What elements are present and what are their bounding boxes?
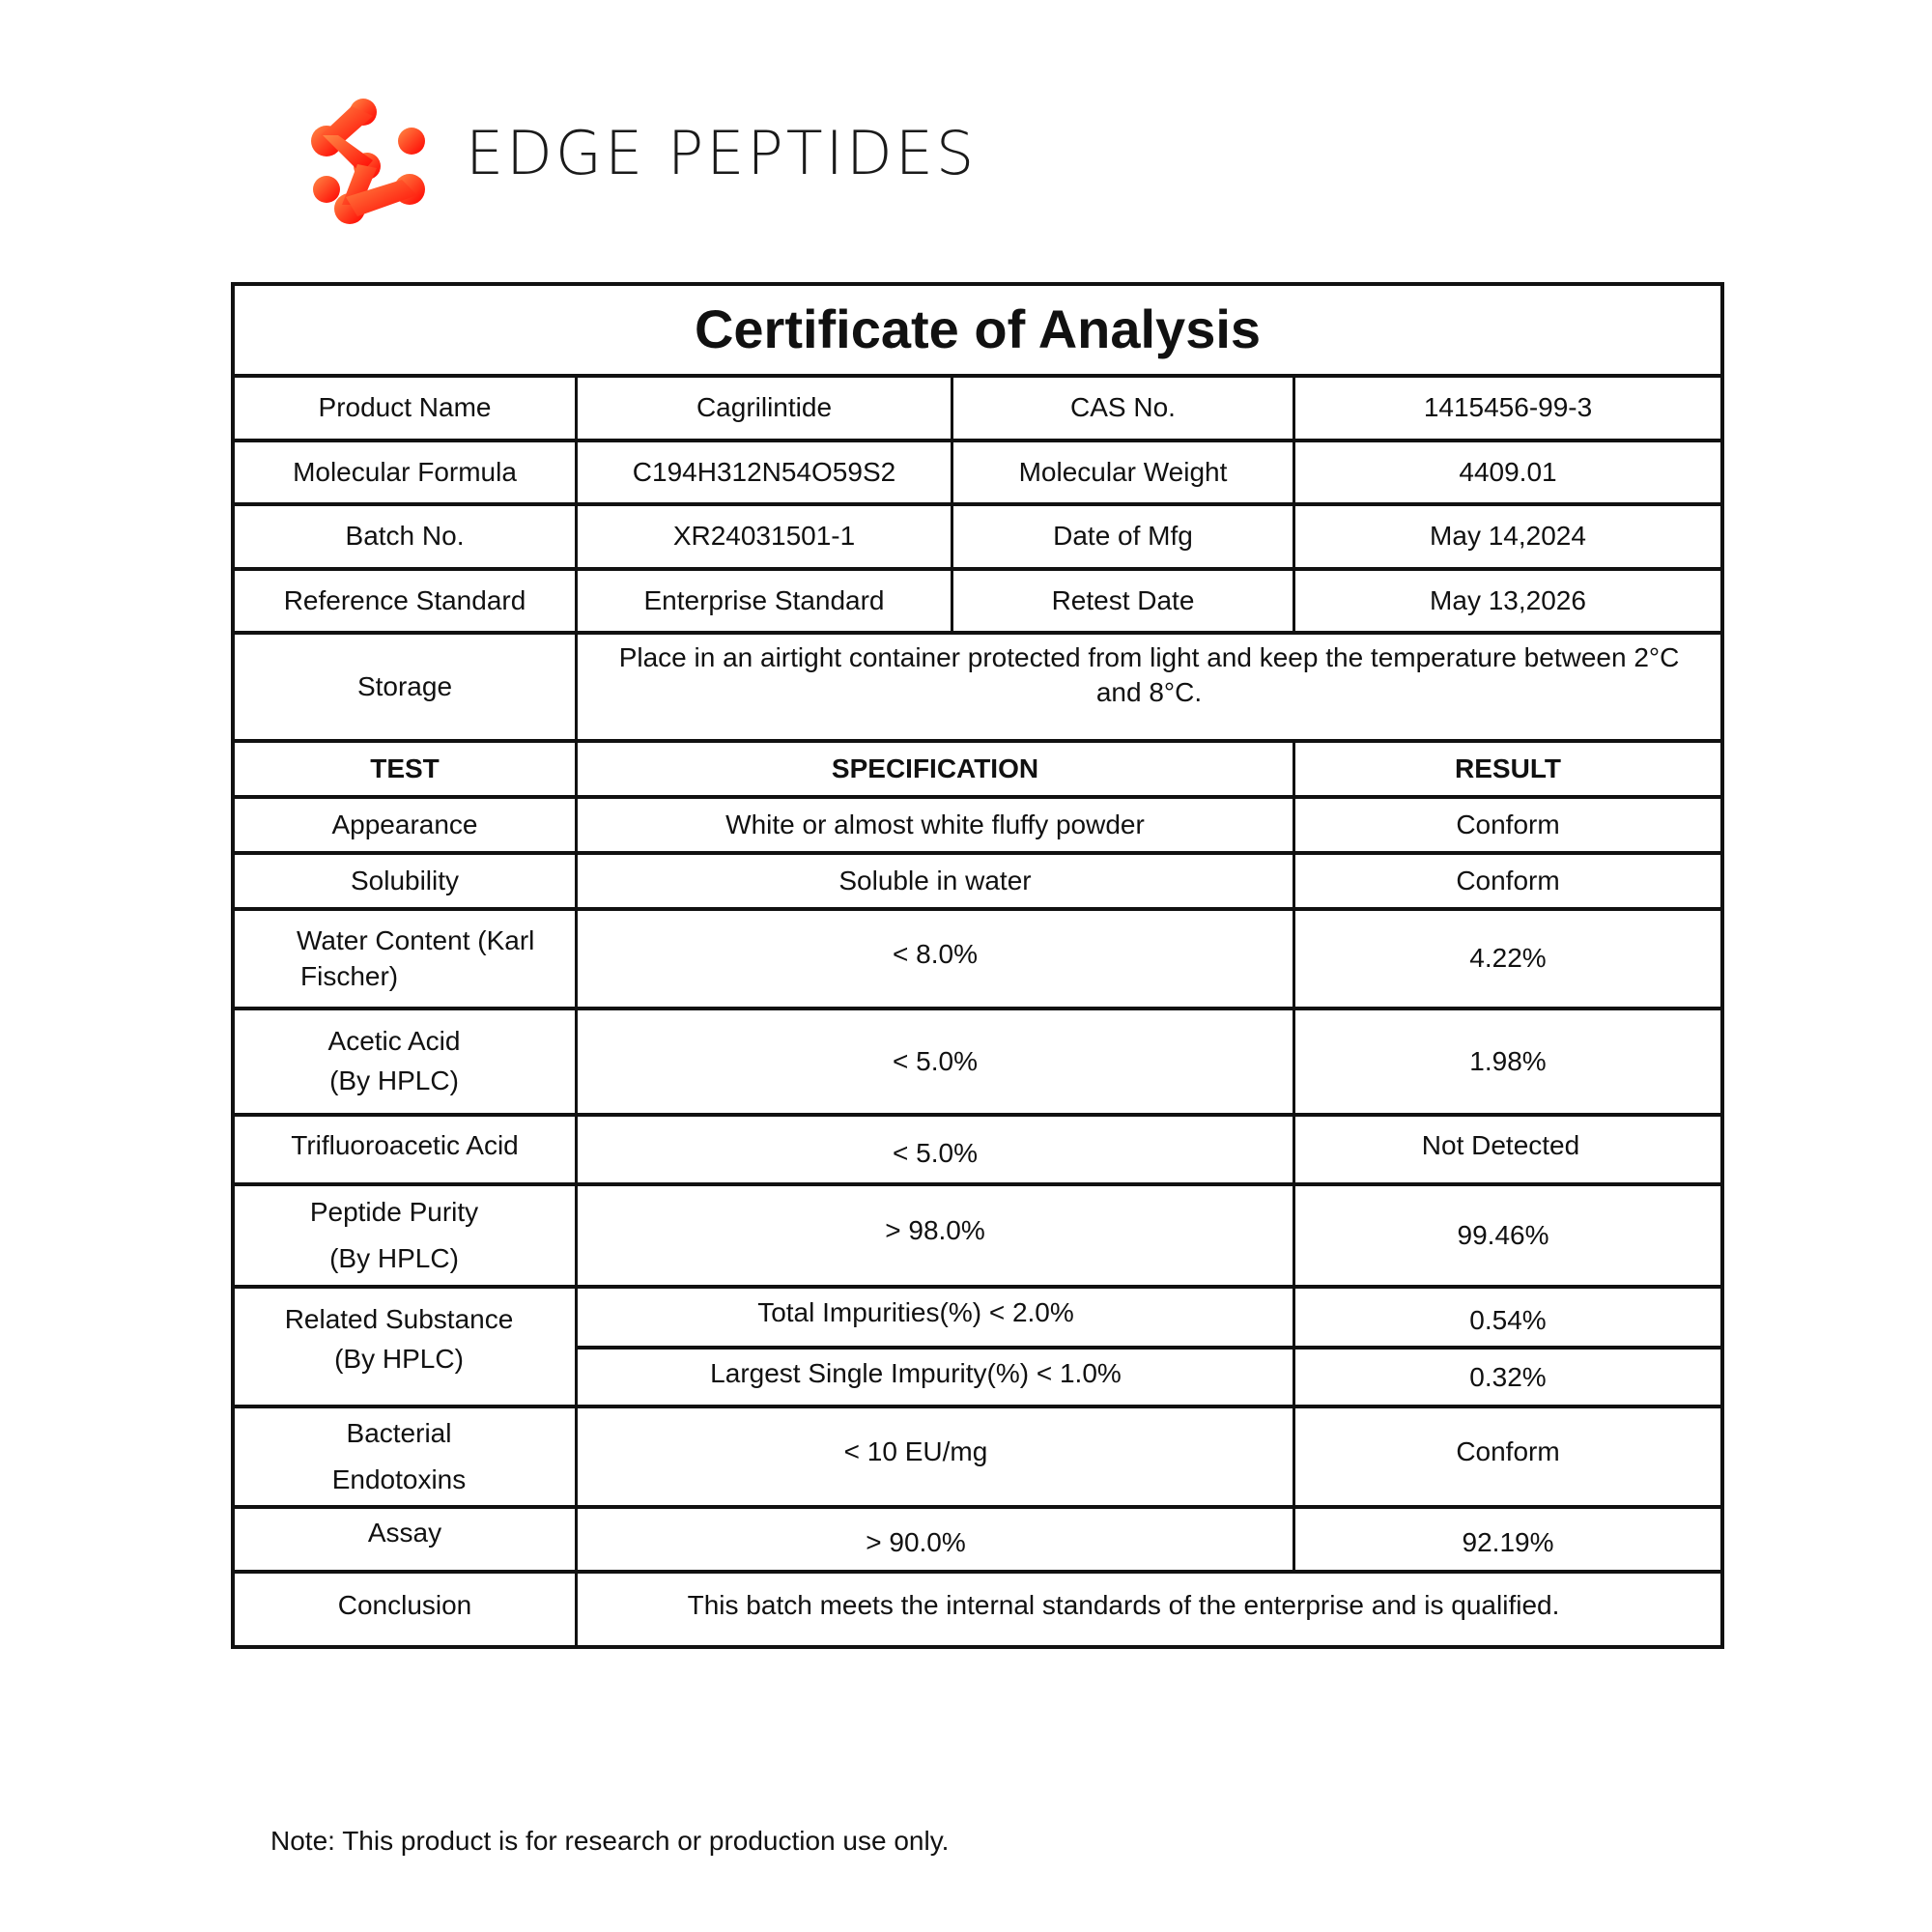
test-result: 4.22% bbox=[1469, 943, 1547, 974]
column-divider bbox=[575, 378, 578, 1645]
test-name: Assay bbox=[367, 1517, 442, 1548]
test-name bbox=[235, 1010, 554, 1113]
test-result: Conform bbox=[1456, 809, 1560, 839]
test-spec-largest: Largest Single Impurity(%) < 1.0% bbox=[710, 1357, 1122, 1388]
test-name-line-2: Fischer) bbox=[300, 960, 399, 991]
test-result: 1.98% bbox=[1469, 1045, 1547, 1076]
retest-value: May 13,2026 bbox=[1430, 584, 1586, 615]
product-name-value: Cagrilintide bbox=[696, 392, 833, 423]
mfg-date-value: May 14,2024 bbox=[1430, 521, 1586, 552]
test-result-largest: 0.32% bbox=[1469, 1362, 1547, 1393]
molecule-logo-icon bbox=[309, 97, 429, 224]
test-name-line-2: (By HPLC) bbox=[329, 1065, 459, 1095]
reference-label: Reference Standard bbox=[283, 584, 526, 615]
formula-label: Molecular Formula bbox=[293, 456, 517, 487]
weight-value: 4409.01 bbox=[1459, 456, 1557, 487]
column-divider bbox=[951, 378, 953, 631]
batch-label: Batch No. bbox=[345, 521, 465, 552]
test-name: Trifluoroacetic Acid bbox=[291, 1129, 519, 1160]
test-name-line-1: Acetic Acid bbox=[327, 1026, 461, 1057]
test-name-line-1: Related Substance bbox=[284, 1304, 514, 1335]
test-spec: White or almost white fluffy powder bbox=[725, 809, 1145, 839]
storage-line-2: and 8°C. bbox=[1095, 677, 1203, 708]
mfg-date-label: Date of Mfg bbox=[1053, 521, 1193, 552]
cas-value: 1415456-99-3 bbox=[1423, 392, 1593, 423]
test-spec: > 90.0% bbox=[866, 1526, 966, 1557]
test-name-line-1: Peptide Purity bbox=[309, 1197, 479, 1228]
conclusion-value: This batch meets the internal standards of the enterprise and is qualified. bbox=[687, 1589, 1560, 1620]
test-name-line-2: (By HPLC) bbox=[334, 1344, 464, 1374]
certificate-table bbox=[231, 282, 1724, 1649]
weight-label: Molecular Weight bbox=[1018, 456, 1228, 487]
brand-name: EDGE PEPTIDES bbox=[466, 118, 978, 188]
test-name: Appearance bbox=[331, 809, 478, 839]
test-name: Solubility bbox=[350, 865, 460, 895]
column-divider bbox=[1293, 378, 1295, 631]
test-spec: < 5.0% bbox=[893, 1045, 978, 1076]
test-spec: < 10 EU/mg bbox=[843, 1435, 988, 1466]
product-name-label: Product Name bbox=[318, 392, 492, 423]
test-result: Conform bbox=[1456, 865, 1560, 895]
test-result: 92.19% bbox=[1462, 1526, 1554, 1557]
retest-label: Retest Date bbox=[1051, 584, 1195, 615]
test-spec: > 98.0% bbox=[885, 1214, 985, 1245]
test-name bbox=[235, 1408, 563, 1505]
column-divider bbox=[1293, 743, 1295, 1570]
storage-line-1: Place in an airtight container protected from light and keep the temperature between 2°C bbox=[618, 642, 1680, 672]
test-name bbox=[235, 911, 575, 1007]
test-spec: Soluble in water bbox=[838, 865, 1032, 895]
test-spec: < 5.0% bbox=[893, 1137, 978, 1168]
storage-value bbox=[578, 635, 1720, 739]
test-name bbox=[235, 1186, 554, 1285]
test-spec-total: Total Impurities(%) < 2.0% bbox=[757, 1296, 1074, 1327]
reference-value: Enterprise Standard bbox=[643, 584, 885, 615]
test-name-line-2: (By HPLC) bbox=[329, 1243, 459, 1273]
conclusion-label: Conclusion bbox=[337, 1589, 472, 1620]
header-test: TEST bbox=[370, 753, 440, 783]
test-result: Not Detected bbox=[1421, 1129, 1580, 1160]
batch-value: XR24031501-1 bbox=[672, 521, 856, 552]
test-spec: < 8.0% bbox=[893, 938, 978, 969]
test-name bbox=[235, 1289, 563, 1405]
header-specification: SPECIFICATION bbox=[831, 753, 1039, 783]
test-result-total: 0.54% bbox=[1469, 1305, 1547, 1336]
certificate-title: Certificate of Analysis bbox=[694, 298, 1262, 360]
test-result: Conform bbox=[1456, 1435, 1560, 1466]
formula-value: C194H312N54O59S2 bbox=[632, 456, 896, 487]
test-result: 99.46% bbox=[1457, 1219, 1549, 1250]
cas-label: CAS No. bbox=[1070, 392, 1176, 423]
storage-label: Storage bbox=[356, 670, 453, 701]
test-name-line-1: Water Content (Karl bbox=[297, 925, 535, 956]
note-text: Note: This product is for research or production use only. bbox=[270, 1826, 950, 1856]
header-result: RESULT bbox=[1455, 753, 1561, 783]
test-name-line-2: Endotoxins bbox=[331, 1464, 467, 1494]
test-name-line-1: Bacterial bbox=[346, 1418, 452, 1449]
